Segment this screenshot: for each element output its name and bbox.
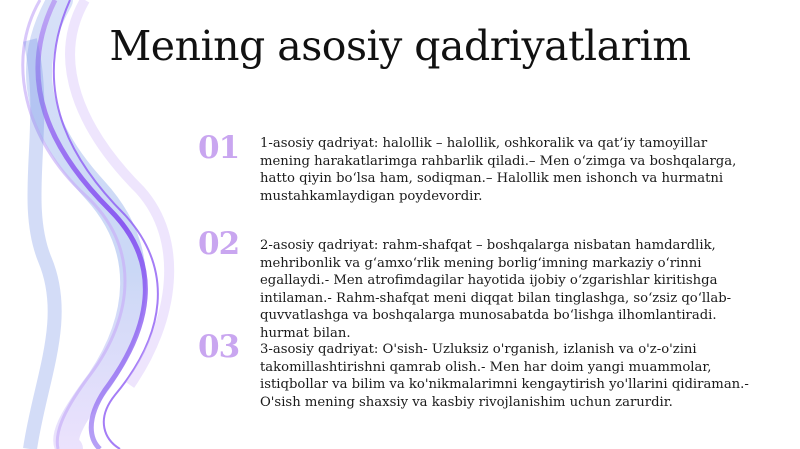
value-item-3-text: 3-asosiy qadriyat: O'sish- Uzluksiz o'rganish, izlanish va o'z-o'zini takomillashtirishni qamrab olish.- Men har doim yangi muammolar, istiqbollar va bilim va ko'nikmalarimni kengaytirish yo'llarini qidiraman.- O'sish mening shaxsiy va kasbiy rivojlanishim uchun zarurdir. [260, 342, 749, 410]
slide-title: Mening asosiy qadriyatlarim [109, 22, 691, 70]
value-item-2-text: 2-asosiy qadriyat: rahm-shafqat – boshqalarga nisbatan hamdardlik, mehribonlik va g‘amxo‘rlik mening borlig‘imning markaziy o‘rinni egallaydi.- Men atrofimdagilar hayotida ijobiy o‘zgarishlar kiritishga intilaman.- Rahm-shafqat meni diqqat bilan tinglashga, so‘zsiz qo‘llab-quvvatlashga va boshqalarga munosabatda bo‘lishga ilhomlantiradi. hurmat bilan. [260, 238, 732, 341]
item-number-02: 02 [198, 226, 240, 262]
item-number-03: 03 [198, 329, 240, 365]
value-item-1-text: 1-asosiy qadriyat: halollik – halollik, oshkoralik va qat’iy tamoyillar mening harakatlarimga rahbarlik qiladi.– Men o‘zimga va boshqalarga, hatto qiyin bo‘lsa ham, sodiqman.– Halollik men ishonch va hurmatni mustahkamlaydigan poydevordir. [260, 136, 737, 204]
item-number-01: 01 [198, 130, 240, 166]
